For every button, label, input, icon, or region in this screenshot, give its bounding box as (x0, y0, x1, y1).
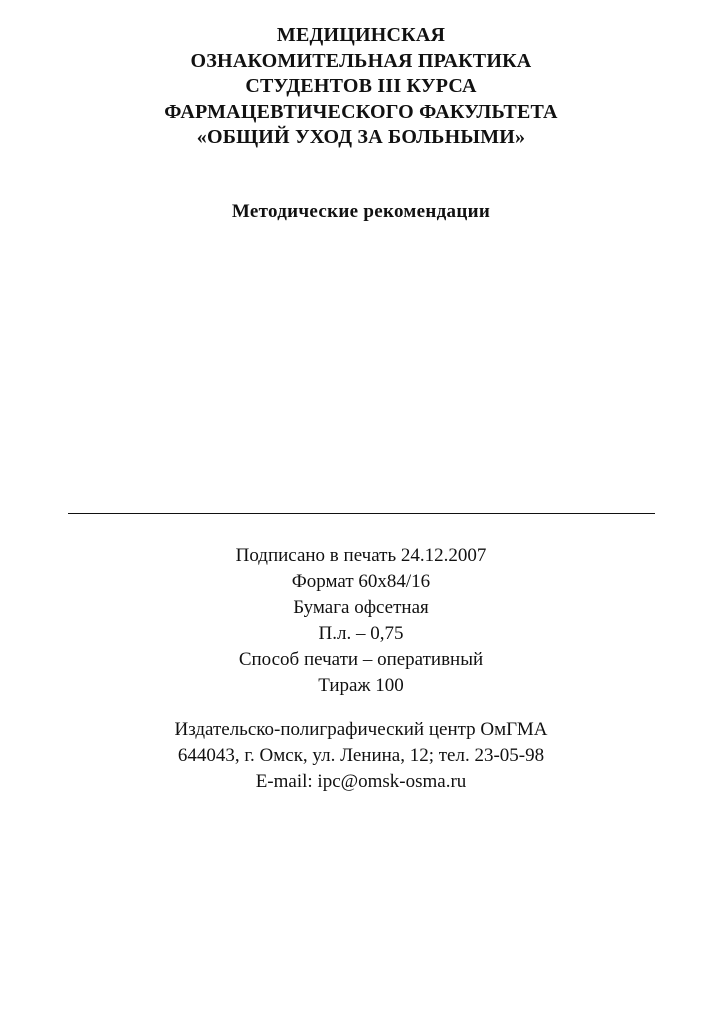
title-line-2: ОЗНАКОМИТЕЛЬНАЯ ПРАКТИКА (190, 49, 532, 72)
imprint-paper: Бумага офсетная (293, 597, 429, 618)
imprint-printing-method: Способ печати – оперативный (238, 649, 484, 670)
imprint-circulation: Тираж 100 (318, 675, 404, 696)
imprint-details (0, 543, 722, 699)
publisher-address: 644043, г. Омск, ул. Ленина, 12; тел. 23-05-98 (177, 745, 545, 766)
title-line-4: ФАРМАЦЕВТИЧЕСКОГО ФАКУЛЬТЕТА (164, 100, 558, 123)
title-line-5: «ОБЩИЙ УХОД ЗА БОЛЬНЫМИ» (196, 126, 526, 148)
imprint-sheets: П.л. – 0,75 (318, 623, 404, 644)
section-divider (68, 513, 655, 514)
imprint-format: Формат 60х84/16 (291, 571, 431, 592)
imprint-signed-date: Подписано в печать 24.12.2007 (235, 545, 487, 566)
document-subtitle: Методические рекомендации (231, 201, 491, 222)
publisher-name: Издательско-полиграфический центр ОмГМА (174, 719, 548, 740)
publisher-email: E-mail: ipc@omsk-osma.ru (255, 771, 467, 792)
title-line-1: МЕДИЦИНСКАЯ (276, 24, 446, 46)
document-title (0, 23, 722, 151)
publisher-info (0, 717, 722, 795)
title-line-3: СТУДЕНТОВ III КУРСА (245, 75, 477, 97)
